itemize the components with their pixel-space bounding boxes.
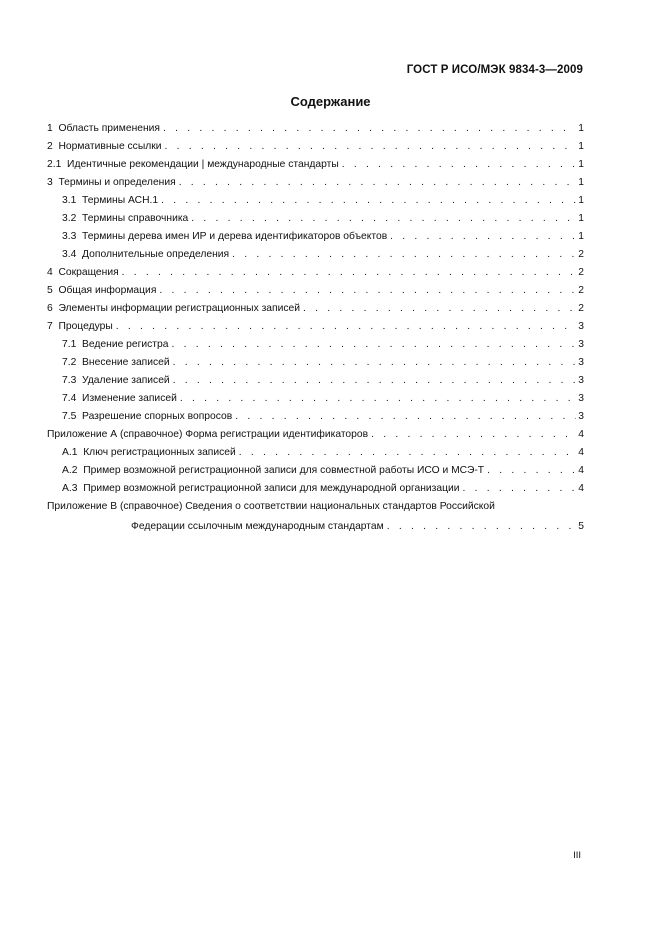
table-of-contents	[47, 120, 584, 534]
toc-entry-label: Ключ регистрационных записей	[83, 447, 236, 458]
toc-entry-label-continued: Федерации ссылочным международным стандартам	[131, 520, 384, 532]
toc-entry-label: Разрешение спорных вопросов	[82, 411, 233, 422]
toc-entry-number: 7.2	[62, 357, 83, 368]
toc-entry-page: 2	[578, 249, 584, 260]
toc-entry-7[interactable]	[47, 318, 584, 336]
toc-entry-number: 7.5	[62, 411, 83, 422]
toc-entry-page: 1	[578, 213, 584, 224]
dot-leader	[177, 392, 576, 405]
toc-entry-label: Пример возможной регистрационной записи для международной организации	[83, 483, 460, 494]
toc-entry-label: Термины дерева имен ИР и дерева идентификаторов объектов	[82, 231, 388, 242]
document-code: ГОСТ Р ИСО/МЭК 9834-3—2009	[406, 64, 583, 76]
toc-entry-6[interactable]	[47, 300, 584, 318]
dot-leader	[168, 338, 576, 351]
toc-entry-label: Общая информация	[58, 285, 157, 296]
toc-entry-5[interactable]	[47, 282, 584, 300]
dot-leader	[170, 356, 576, 369]
toc-entry-label: Приложение В (справочное) Сведения о соответствии национальных стандартов Российской	[47, 501, 495, 512]
toc-entry-number: 7.1	[62, 339, 83, 350]
toc-entry-page: 2	[578, 285, 584, 296]
toc-entry-label: Приложение А (справочное) Форма регистрации идентификаторов	[47, 429, 369, 440]
toc-entry-a-1[interactable]	[47, 444, 584, 462]
toc-entry-number: 7.4	[62, 393, 83, 404]
toc-entry-page: 3	[578, 375, 584, 386]
toc-entry-3[interactable]	[47, 174, 584, 192]
dot-leader	[160, 122, 576, 135]
toc-entry-label: Изменение записей	[82, 393, 177, 404]
toc-entry-label: Область применения	[58, 123, 161, 134]
toc-entry-7-5[interactable]	[47, 408, 584, 426]
dot-leader	[119, 266, 576, 279]
toc-entry-number: 3.4	[62, 249, 83, 260]
toc-entry-7-1[interactable]	[47, 336, 584, 354]
toc-entry-number: 3.3	[62, 231, 83, 242]
toc-entry-number: 1	[47, 123, 59, 134]
dot-leader	[368, 428, 576, 441]
toc-entry-number: 7.3	[62, 375, 83, 386]
toc-entry-3-2[interactable]	[47, 210, 584, 228]
dot-leader	[156, 284, 576, 297]
toc-entry-label: Удаление записей	[82, 375, 170, 386]
toc-entry-number: А.2	[62, 465, 84, 476]
toc-entry-a-3[interactable]	[47, 480, 584, 498]
dot-leader	[176, 176, 576, 189]
dot-leader	[113, 320, 576, 333]
dot-leader	[384, 520, 576, 533]
toc-entry-page: 4	[578, 483, 584, 494]
toc-entry-page: 3	[578, 393, 584, 404]
toc-entry-page: 2	[578, 267, 584, 278]
toc-entry-7-4[interactable]	[47, 390, 584, 408]
toc-entry-2[interactable]	[47, 138, 584, 156]
toc-entry-number: 6	[47, 303, 59, 314]
toc-entry-label: Термины и определения	[58, 177, 176, 188]
toc-entry-appendix-b[interactable]	[47, 498, 584, 534]
toc-entry-3-3[interactable]	[47, 228, 584, 246]
toc-entry-number: 2.1	[47, 159, 68, 170]
dot-leader	[300, 302, 576, 315]
toc-entry-number: 3	[47, 177, 59, 188]
toc-entry-label: Внесение записей	[82, 357, 170, 368]
dot-leader	[236, 446, 576, 459]
toc-entry-a-2[interactable]	[47, 462, 584, 480]
dot-leader	[229, 248, 576, 261]
toc-entry-4[interactable]	[47, 264, 584, 282]
toc-entry-page: 5	[578, 520, 584, 532]
toc-entry-page: 3	[578, 411, 584, 422]
toc-entry-label: Ведение регистра	[82, 339, 169, 350]
dot-leader	[387, 230, 576, 243]
dot-leader	[460, 482, 576, 495]
dot-leader	[339, 158, 576, 171]
toc-entry-number: А.1	[62, 447, 84, 458]
toc-entry-page: 1	[578, 177, 584, 188]
toc-entry-label: Нормативные ссылки	[58, 141, 162, 152]
toc-entry-number: А.3	[62, 483, 84, 494]
page-number: III	[573, 850, 581, 861]
toc-title: Содержание	[290, 94, 371, 109]
toc-entry-page: 1	[578, 141, 584, 152]
toc-entry-page: 4	[578, 465, 584, 476]
toc-entry-label: Сокращения	[58, 267, 119, 278]
toc-entry-label: Дополнительные определения	[82, 249, 230, 260]
toc-entry-label: Процедуры	[58, 321, 113, 332]
toc-entry-label: Пример возможной регистрационной записи для совместной работы ИСО и МСЭ-Т	[83, 465, 485, 476]
toc-entry-number: 4	[47, 267, 59, 278]
toc-entry-page: 3	[578, 357, 584, 368]
toc-entry-page: 4	[578, 447, 584, 458]
toc-entry-number: 7	[47, 321, 59, 332]
toc-entry-page: 3	[578, 339, 584, 350]
toc-entry-number: 3.2	[62, 213, 83, 224]
toc-entry-page: 1	[578, 123, 584, 134]
toc-entry-3-4[interactable]	[47, 246, 584, 264]
toc-entry-label: Идентичные рекомендации | международные стандарты	[67, 159, 339, 170]
toc-entry-page: 4	[578, 429, 584, 440]
toc-entry-label: Термины справочника	[82, 213, 189, 224]
dot-leader	[232, 410, 576, 423]
toc-entry-page: 3	[578, 321, 584, 332]
toc-entry-label: Термины АСН.1	[82, 195, 159, 206]
dot-leader	[170, 374, 576, 387]
toc-entry-7-3[interactable]	[47, 372, 584, 390]
toc-entry-number: 3.1	[62, 195, 83, 206]
toc-entry-number: 2	[47, 141, 59, 152]
toc-entry-3-1[interactable]	[47, 192, 584, 210]
toc-entry-page: 1	[578, 195, 584, 206]
toc-entry-page: 2	[578, 303, 584, 314]
toc-entry-label: Элементы информации регистрационных записей	[58, 303, 300, 314]
toc-entry-number: 5	[47, 285, 59, 296]
toc-entry-appendix-a[interactable]	[47, 426, 584, 444]
toc-entry-2-1[interactable]	[47, 156, 584, 174]
dot-leader	[158, 194, 576, 207]
toc-entry-1[interactable]	[47, 120, 584, 138]
toc-entry-continuation	[47, 520, 584, 533]
toc-entry-page: 1	[578, 231, 584, 242]
toc-entry-page: 1	[578, 159, 584, 170]
dot-leader	[484, 464, 576, 477]
toc-entry-7-2[interactable]	[47, 354, 584, 372]
dot-leader	[162, 140, 577, 153]
dot-leader	[188, 212, 576, 225]
